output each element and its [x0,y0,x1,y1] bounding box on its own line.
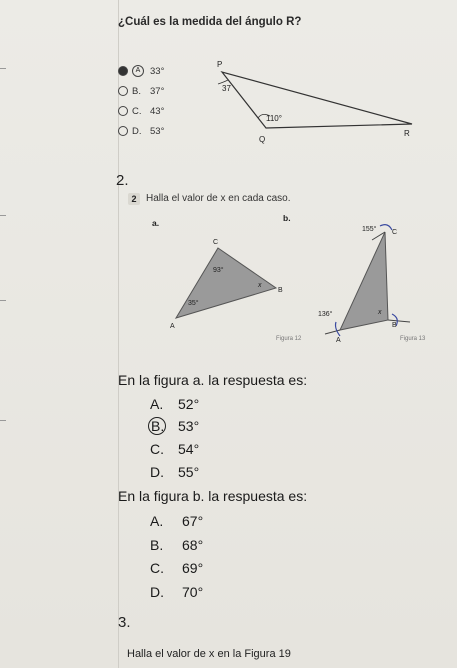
fig-b-angle-a-arc [336,322,341,336]
part-b-option-c-letter[interactable]: C. [150,560,164,576]
q1-option-c-value: 43° [150,106,165,117]
part-b-option-a-value: 67° [182,513,204,529]
part-a-option-b-letter[interactable]: B. [151,418,165,434]
part-b-option-a-letter[interactable]: A. [150,513,164,529]
fig-a-x: x [258,282,262,289]
q1-vertex-p: P [217,60,223,69]
q2-part-b-question: En la figura b. la respuesta es: [118,488,308,504]
q1-vertex-q: Q [259,135,266,144]
q1-option-a-letter: A [132,65,144,77]
q2-label-b: b. [283,213,291,223]
part-a-option-a-letter[interactable]: A. [150,396,164,412]
q3-instruction: Halla el valor de x en la Figura 19 [127,648,291,660]
q1-option-d-letter: D. [132,126,142,137]
fig-b-angle-c: 155° [362,226,377,233]
part-a-option-d-letter[interactable]: D. [150,464,164,480]
fig-b-vertex-b: B [392,322,397,329]
part-b-option-d-value: 70° [182,584,204,600]
q2-instruction: Halla el valor de x en cada caso. [146,193,291,204]
fig-a-vertex-c: C [213,239,219,246]
fig-a-vertex-a: A [170,323,175,330]
part-a-option-c-letter[interactable]: C. [150,441,164,457]
q1-option-b-letter: B. [132,86,141,97]
part-a-option-d-value: 55° [178,464,200,480]
part-a-option-a-value: 52° [178,396,200,412]
q1-option-a-value: 33° [150,66,165,77]
fig-b-vertex-a: A [336,337,341,344]
fig-b-vertex-c: C [392,229,398,236]
fig-a-angle-c: 93° [213,267,224,274]
fig-b-angle-c-arc [380,225,392,230]
q2-part-a-question: En la figura a. la respuesta es: [118,372,308,388]
part-a-option-c-value: 54° [178,441,200,457]
q1-option-d-value: 53° [150,126,165,137]
part-b-option-c-value: 69° [182,560,204,576]
fig-b-x: x [378,309,382,316]
part-a-option-b-value: 53° [178,418,200,434]
q2-badge: 2 [128,193,140,205]
q1-option-b-value: 37° [150,86,165,97]
fig-a-vertex-b: B [278,287,283,294]
part-b-option-b-value: 68° [182,537,204,553]
fig-b-angle-a: 136° [318,311,333,318]
fig-a-caption: Figura 12 [276,336,302,342]
q3-number: 3. [118,614,131,631]
q1-angle-q-label: 110° [266,114,282,123]
fig-b-caption: Figura 13 [400,336,426,342]
fig-a-angle-a: 35° [188,300,199,307]
q1-option-c-letter: C. [132,106,142,117]
q1-angle-p-label: 37 [222,84,231,93]
q1-vertex-r: R [404,129,410,138]
part-b-option-d-letter[interactable]: D. [150,584,164,600]
q1-title: ¿Cuál es la medida del ángulo R? [118,16,302,28]
q2-number: 2. [116,172,129,189]
q2-label-a: a. [152,218,160,228]
part-b-option-b-letter[interactable]: B. [150,537,164,553]
